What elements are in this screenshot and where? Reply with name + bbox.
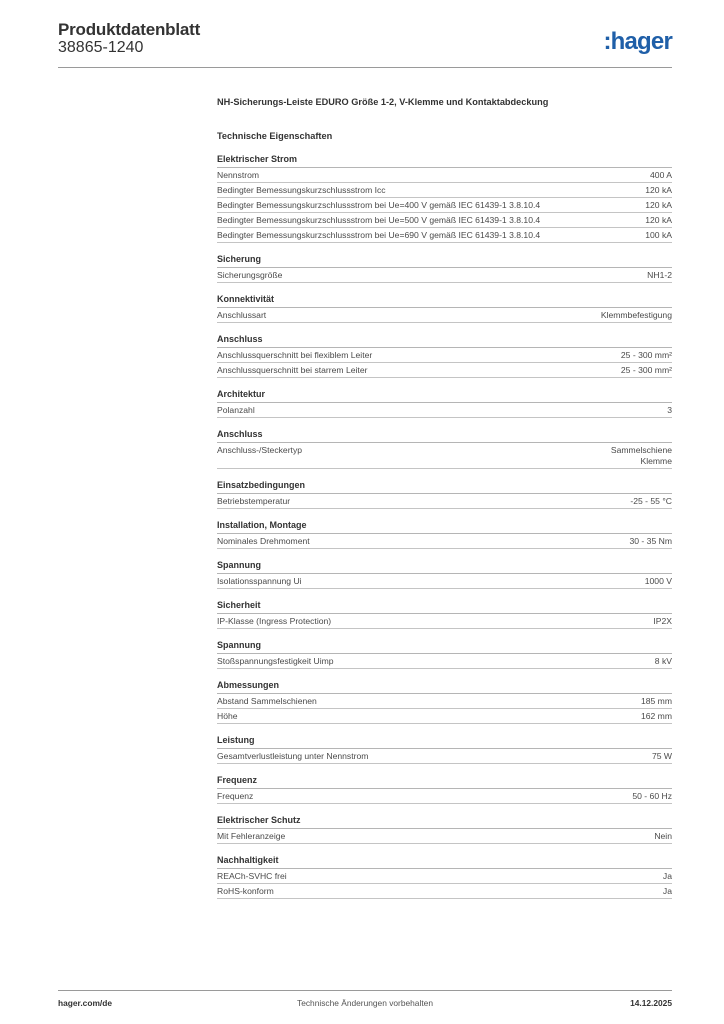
property-section [217,478,672,509]
property-section [217,773,672,804]
property-row [217,884,672,899]
property-value-line: 25 - 300 mm² [620,350,672,360]
section-title: Architektur [217,387,672,403]
section-title: Leistung [217,733,672,749]
property-value [637,215,672,226]
property-row [217,749,672,764]
property-value-line: 8 kV [654,656,672,666]
property-row [217,694,672,709]
section-title: Nachhaltigkeit [217,853,672,869]
property-section [217,678,672,724]
property-section [217,638,672,669]
property-row [217,709,672,724]
property-label: Isolationsspannung Ui [217,576,302,586]
section-title: Frequenz [217,773,672,789]
property-row [217,534,672,549]
property-value-line: 185 mm [640,696,672,706]
property-label: Bedingter Bemessungskurzschlussstrom bei Ue=500 V gemäß IEC 61439-1 3.8.10.4 [217,215,541,225]
property-value-line: IP2X [653,616,672,626]
page-header [58,20,672,70]
property-value-line: 100 kA [645,230,672,240]
property-row [217,198,672,213]
property-value-line: 1000 V [644,576,672,586]
header-divider [58,67,672,68]
property-value-line: Klemmbefestigung [600,310,672,320]
section-title: Sicherung [217,252,672,268]
property-value-line: Klemme [640,456,672,466]
property-value-line: 75 W [651,751,672,761]
property-row [217,228,672,243]
property-value [622,496,672,507]
property-value-line: 50 - 60 Hz [632,791,672,801]
hager-logo: :hager [603,28,672,55]
property-row [217,789,672,804]
section-title: Konnektivität [217,292,672,308]
property-value-line: 162 mm [640,711,672,721]
property-row [217,403,672,418]
section-title: Installation, Montage [217,518,672,534]
footer-date: 14.12.2025 [630,998,672,1008]
property-value-line: 3 [667,405,672,415]
property-row [217,168,672,183]
property-row [217,308,672,323]
property-value [593,310,672,321]
property-label: Frequenz [217,791,254,801]
page-footer [58,998,672,1012]
property-value [637,576,672,587]
property-label: Stoßspannungsfestigkeit Uimp [217,656,334,666]
property-section [217,598,672,629]
property-label: RoHS-konform [217,886,274,896]
property-label: Bedingter Bemessungskurzschlussstrom bei Ue=690 V gemäß IEC 61439-1 3.8.10.4 [217,230,541,240]
footer-website[interactable]: hager.com/de [58,998,112,1008]
section-title: Anschluss [217,332,672,348]
property-label: Abstand Sammelschienen [217,696,317,706]
property-sections [217,152,672,899]
property-value [655,886,672,897]
property-row [217,348,672,363]
section-title: Sicherheit [217,598,672,614]
property-section [217,733,672,764]
property-label: Höhe [217,711,238,721]
property-section [217,332,672,378]
property-value [633,711,672,722]
main-content [217,95,672,908]
property-label: Anschlussquerschnitt bei starrem Leiter [217,365,368,375]
property-value-line: Sammelschiene [610,445,672,455]
section-title: Anschluss [217,427,672,443]
property-value [639,270,672,281]
properties-heading: Technische Eigenschaften [217,131,333,141]
product-title: NH-Sicherungs-Leiste EDURO Größe 1-2, V-Klemme und Kontaktabdeckung [217,97,549,107]
property-value-line: Ja [662,871,672,881]
property-value [624,791,672,802]
property-label: Anschlussquerschnitt bei flexiblem Leiter [217,350,373,360]
property-value [655,871,672,882]
property-row [217,183,672,198]
property-label: Sicherungsgröße [217,270,283,280]
property-row [217,443,672,469]
property-value [603,445,672,467]
property-row [217,654,672,669]
property-label: Nominales Drehmoment [217,536,310,546]
document-title: Produktdatenblatt [58,20,201,39]
property-row [217,494,672,509]
section-title: Abmessungen [217,678,672,694]
property-value [645,616,672,627]
footer-divider [58,990,672,991]
section-title: Einsatzbedingungen [217,478,672,494]
property-value [613,365,672,376]
property-label: Mit Fehleranzeige [217,831,286,841]
property-label: REACh-SVHC frei [217,871,287,881]
section-title: Spannung [217,638,672,654]
property-section [217,252,672,283]
property-value [633,696,672,707]
property-value [621,536,672,547]
property-label: IP-Klasse (Ingress Protection) [217,616,332,626]
property-label: Betriebstemperatur [217,496,291,506]
section-title: Elektrischer Schutz [217,813,672,829]
property-value-line: 400 A [650,170,672,180]
property-value [642,170,672,181]
property-label: Gesamtverlustleistung unter Nennstrom [217,751,369,761]
property-label: Bedingter Bemessungskurzschlussstrom bei Ue=400 V gemäß IEC 61439-1 3.8.10.4 [217,200,541,210]
property-row [217,614,672,629]
property-section [217,292,672,323]
property-row [217,268,672,283]
property-section [217,558,672,589]
property-value [637,200,672,211]
property-section [217,152,672,243]
property-value [637,230,672,241]
article-number: 38865-1240 [58,39,144,56]
property-value [647,656,672,667]
property-value [646,831,672,842]
property-section [217,813,672,844]
property-value-line: 30 - 35 Nm [629,536,672,546]
property-label: Nennstrom [217,170,260,180]
property-value [644,751,672,762]
property-value-line: Ja [662,886,672,896]
property-value-line: Nein [654,831,672,841]
property-value-line: 120 kA [645,200,672,210]
property-label: Bedingter Bemessungskurzschlussstrom Icc [217,185,386,195]
property-row [217,869,672,884]
property-section [217,518,672,549]
property-value-line: 25 - 300 mm² [620,365,672,375]
property-label: Anschluss-/Steckertyp [217,445,303,455]
property-label: Polanzahl [217,405,255,415]
section-title: Spannung [217,558,672,574]
property-section [217,427,672,469]
property-row [217,213,672,228]
property-value [637,185,672,196]
property-value-line: 120 kA [645,185,672,195]
section-title: Elektrischer Strom [217,152,672,168]
property-value [659,405,672,416]
property-row [217,363,672,378]
footer-notice: Technische Änderungen vorbehalten [297,998,433,1008]
property-value-line: -25 - 55 °C [630,496,672,506]
property-value [613,350,672,361]
property-value-line: NH1-2 [647,270,672,280]
property-row [217,574,672,589]
property-row [217,829,672,844]
property-value-line: 120 kA [645,215,672,225]
property-section [217,387,672,418]
property-section [217,853,672,899]
property-label: Anschlussart [217,310,267,320]
